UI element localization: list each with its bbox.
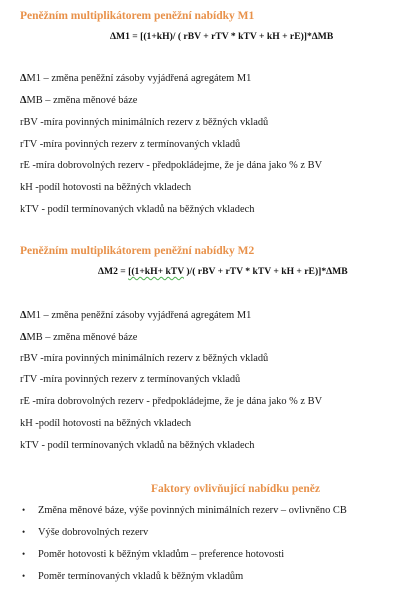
section2-line-0: ΔM1 – změna peněžní zásoby vyjádřená agregátem M1 — [20, 310, 252, 321]
section2-line-1: ΔMB – změna měnové báze — [20, 332, 138, 343]
list-item: • Poměr hotovosti k běžným vkladům – preference hotovosti — [22, 549, 285, 560]
section3-heading: Faktory ovlivňující nabídku peněz — [151, 483, 321, 495]
section2-heading: Peněžním multiplikátorem peněžní nabídky M2 — [20, 245, 255, 257]
section2-formula: ΔM2 = [(1+kH+ kTV )/( rBV + rTV * kTV + kH + rE)]*ΔMB — [98, 266, 348, 277]
section1-formula: ΔM1 = [(1+kH)/ ( rBV + rTV * kTV + kH + rE)]*ΔMB — [110, 31, 334, 42]
section1-line-0: ΔM1 – změna peněžní zásoby vyjádřená agregátem M1 — [20, 73, 252, 84]
section2-line-3: rTV -míra povinných rezerv z termínovaných vkladů — [20, 374, 241, 385]
spellcheck-underline: [(1+kH+ kTV — [128, 266, 184, 277]
section2-line-4: rE -míra dobrovolných rezerv - předpokládejme, že je dána jako % z BV — [20, 396, 323, 407]
section1-line-6: kTV - podíl termínovaných vkladů na běžných vkladech — [20, 204, 255, 215]
section1-line-2: rBV -míra povinných minimálních rezerv z běžných vkladů — [20, 117, 269, 128]
section2-line-5: kH -podíl hotovosti na běžných vkladech — [20, 418, 192, 429]
section2-line-6: kTV - podíl termínovaných vkladů na běžných vkladech — [20, 440, 255, 451]
bullet-icon: • — [22, 505, 26, 515]
bullet-icon: • — [22, 549, 26, 559]
list-item: • Změna měnové báze, výše povinných minimálních rezerv – ovlivněno CB — [22, 505, 347, 516]
bullet-icon: • — [22, 527, 26, 537]
section1-line-4: rE -míra dobrovolných rezerv - předpokládejme, že je dána jako % z BV — [20, 160, 323, 171]
list-item: • Poměr termínovaných vkladů k běžným vkladům — [22, 571, 244, 582]
bullet-icon: • — [22, 571, 26, 581]
list-item: • Výše dobrovolných rezerv — [22, 527, 149, 538]
section1-heading: Peněžním multiplikátorem peněžní nabídky M1 — [20, 10, 255, 22]
section1-line-5: kH -podíl hotovosti na běžných vkladech — [20, 182, 192, 193]
section1-line-3: rTV -míra povinných rezerv z termínovaných vkladů — [20, 139, 241, 150]
section2-line-2: rBV -míra povinných minimálních rezerv z běžných vkladů — [20, 353, 269, 364]
section1-line-1: ΔMB – změna měnové báze — [20, 95, 138, 106]
